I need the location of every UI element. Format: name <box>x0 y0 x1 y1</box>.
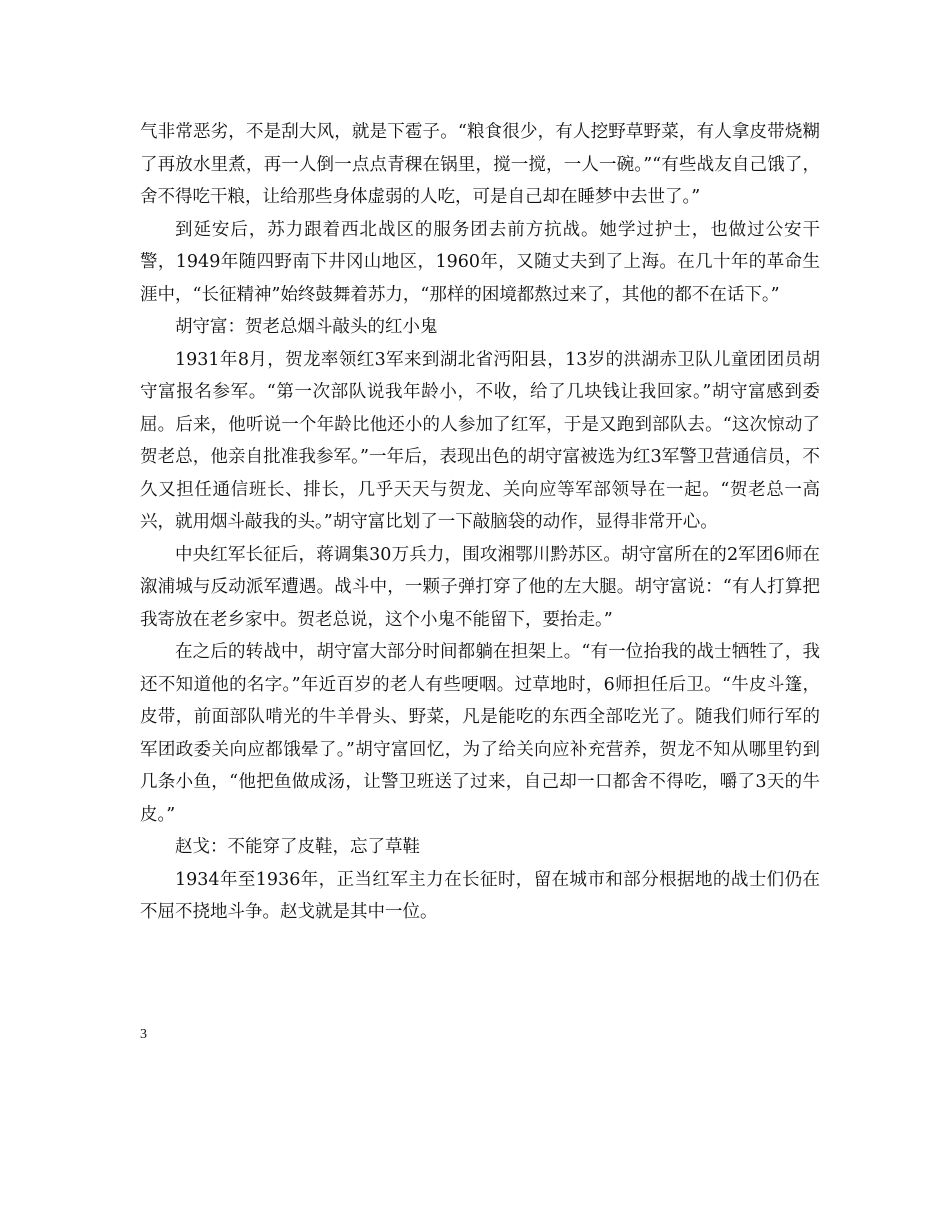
section-heading: 赵戈：不能穿了皮鞋，忘了草鞋 <box>175 837 420 857</box>
paragraph: 1934年至1936年，正当红军主力在长征时，留在城市和部分根据地的战士们仍在不屈不挠地斗争。赵戈就是其中一位。 <box>140 869 820 922</box>
document-body <box>140 116 820 929</box>
paragraph: 在之后的转战中，胡守富大部分时间都躺在担架上。“有一位抬我的战士牺牲了，我还不知道他的名字。”年近百岁的老人有些哽咽。过草地时，6师担任后卫。“牛皮斗篷，皮带，前面部队啃光的牛羊骨头、野菜，凡是能吃的东西全部吃光了。随我们师行军的军团政委关向应都饿晕了。”胡守富回忆，为了给关向应补充营养，贺龙不知从哪里钓到几条小鱼，“他把鱼做成汤，让警卫班送了过来，自己却一口都舍不得吃，嚼了3天的牛皮。” <box>140 642 820 825</box>
page-number: 3 <box>140 1027 147 1042</box>
paragraph: 1931年8月，贺龙率领红3军来到湖北省沔阳县，13岁的洪湖赤卫队儿童团团员胡守富报名参军。“第一次部队说我年龄小，不收，给了几块钱让我回家。”胡守富感到委屈。后来，他听说一个年龄比他还小的人参加了红军，于是又跑到部队去。“这次惊动了贺老总，他亲自批准我参军。”一年后，表现出色的胡守富被选为红3军警卫营通信员，不久又担任通信班长、排长，几乎天天与贺龙、关向应等军部领导在一起。“贺老总一高兴，就用烟斗敲我的头。”胡守富比划了一下敲脑袋的动作，显得非常开心。 <box>140 349 820 532</box>
paragraph: 气非常恶劣，不是刮大风，就是下雹子。“粮食很少，有人挖野草野菜，有人拿皮带烧糊了再放水里煮，再一人倒一点点青稞在锅里，搅一搅，一人一碗。”“有些战友自己饿了，舍不得吃干粮，让给那些身体虚弱的人吃，可是自己却在睡梦中去世了。” <box>140 122 820 207</box>
section-heading: 胡守富：贺老总烟斗敲头的红小鬼 <box>175 317 438 337</box>
paragraph: 到延安后，苏力跟着西北战区的服务团去前方抗战。她学过护士，也做过公安干警，1949年随四野南下井冈山地区，1960年，又随丈夫到了上海。在几十年的革命生涯中，“长征精神”始终鼓舞着苏力，“那样的困境都熬过来了，其他的都不在话下。” <box>140 219 820 305</box>
paragraph: 中央红军长征后，蒋调集30万兵力，围攻湘鄂川黔苏区。胡守富所在的2军团6师在溆浦城与反动派军遭遇。战斗中，一颗子弹打穿了他的左大腿。胡守富说：“有人打算把我寄放在老乡家中。贺老总说，这个小鬼不能留下，要抬走。” <box>140 544 820 630</box>
